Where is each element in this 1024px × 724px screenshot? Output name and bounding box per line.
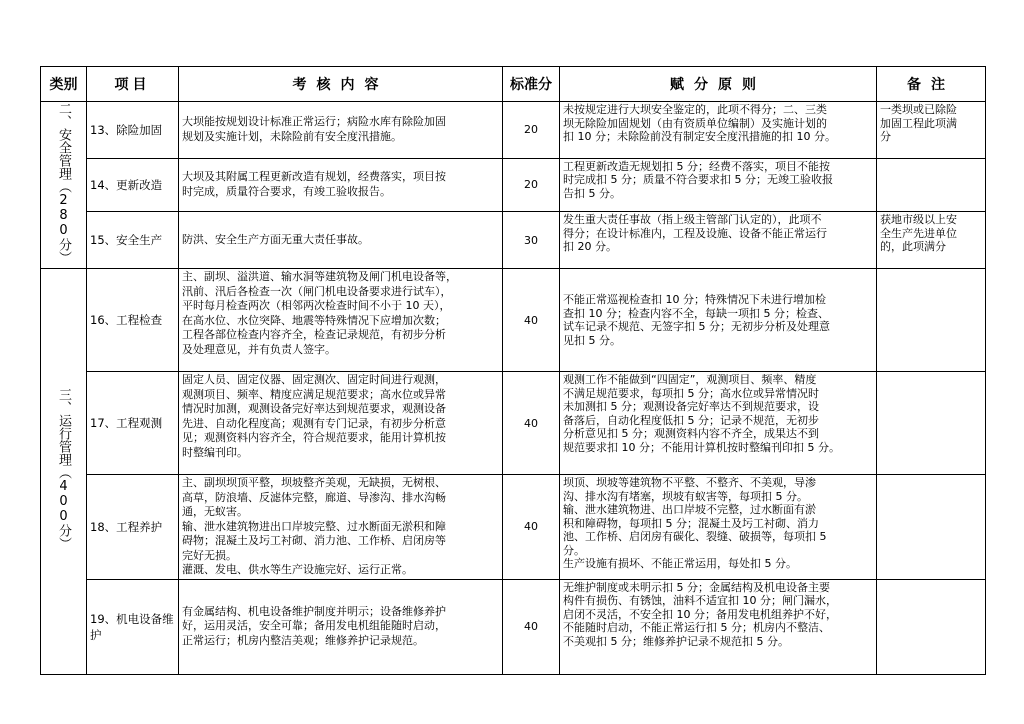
- content-cell: 有金属结构、机电设备维护制度并明示；设备维修养护 好，运用灵活，安全可靠；备用发电机组能随时启动， 正常运行；机房内整洁美观；维修养护记录规范。: [179, 579, 503, 674]
- header-item: 项目: [87, 67, 179, 102]
- principle-cell: 不能正常巡视检查扣 10 分；特殊情况下未进行增加检 查扣 10 分；检查内容不全，每缺一项扣 5 分；检查、 试车记录不规范、无签字扣 5 分；无初步分析及处理意 见扣 5 分。: [560, 269, 877, 372]
- remark-cell: 一类坝或已除险 加固工程此项满 分: [877, 102, 986, 159]
- content-cell: 大坝能按规划设计标准正常运行；病险水库有除险加固 规划及实施计划，未除险前有安全度汛措施。: [179, 102, 503, 159]
- remark-cell: [877, 579, 986, 674]
- header-score: 标准分: [503, 67, 560, 102]
- header-category: 类别: [41, 67, 87, 102]
- remark-cell: [877, 158, 986, 211]
- table-header-row: [41, 67, 986, 102]
- remark-cell: 获地市级以上安 全生产先进单位 的，此项满分: [877, 212, 986, 269]
- table-row: [41, 372, 986, 475]
- table-row: [41, 579, 986, 674]
- table-row: [41, 269, 986, 372]
- score-cell: 20: [503, 158, 560, 211]
- remark-cell: [877, 372, 986, 475]
- principle-cell: 发生重大责任事故（指上级主管部门认定的），此项不 得分；在设计标准内，工程及设施、设备不能正常运行 扣 20 分。: [560, 212, 877, 269]
- item-cell: 15、安全生产: [87, 212, 179, 269]
- assessment-table: [40, 66, 986, 675]
- table-row: [41, 102, 986, 159]
- category-label: 三、运行管理（400分）: [56, 388, 71, 551]
- item-cell: 16、工程检查: [87, 269, 179, 372]
- item-cell: 17、工程观测: [87, 372, 179, 475]
- item-cell: 14、更新改造: [87, 158, 179, 211]
- content-cell: 主、副坝坝顶平整，坝坡整齐美观，无缺损，无树根、 高草，防浪墙、反滤体完整，廊道、导渗沟、排水沟畅 通，无蚁害。 输、泄水建筑物进出口岸坡完整、过水断面无淤积和障 碍物；混凝土及圬工衬砌、消力池、工作桥、启闭房等 完好无损。 灌溉、发电、供水等生产设施完好、运行正常。: [179, 475, 503, 580]
- item-cell: 18、工程养护: [87, 475, 179, 580]
- category-label: 二、安全管理（280分）: [56, 102, 71, 264]
- principle-cell: 无维护制度或未明示扣 5 分；金属结构及机电设备主要 构件有损伤、有锈蚀，油料不适宜扣 10 分；闸门漏水， 启闭不灵活，不安全扣 10 分；备用发电机组养护不好， 不能随时启动，不能正常运行扣 5 分；机房内不整洁、 不美观扣 5 分；维修养护记录不规范扣 5 分。: [560, 579, 877, 674]
- remark-cell: [877, 269, 986, 372]
- category-cell: [41, 102, 87, 269]
- score-cell: 40: [503, 579, 560, 674]
- table-row: [41, 475, 986, 580]
- content-cell: 大坝及其附属工程更新改造有规划，经费落实，项目按 时完成，质量符合要求，有竣工验收报告。: [179, 158, 503, 211]
- content-cell: 防洪、安全生产方面无重大责任事故。: [179, 212, 503, 269]
- header-content: 考核内容: [179, 67, 503, 102]
- content-cell: 固定人员、固定仪器、固定测次、固定时间进行观测， 观测项目、频率、精度应满足规范要求；高水位或异常 情况时加测，观测设备完好率达到规范要求，观测设备 先进、自动化程度高；观测有专门记录，有初步分析意 见；观测资料内容齐全，符合规范要求，能用计算机按 时整编刊印。: [179, 372, 503, 475]
- score-cell: 40: [503, 372, 560, 475]
- header-principle: 赋分原则: [560, 67, 877, 102]
- table-row: [41, 212, 986, 269]
- item-cell: 19、机电设备维护: [87, 579, 179, 674]
- remark-cell: [877, 475, 986, 580]
- content-cell: 主、副坝、溢洪道、输水洞等建筑物及闸门机电设备等， 汛前、汛后各检查一次（闸门机电设备要求进行试车）， 平时每月检查两次（相邻两次检查时间不小于 10 天）， 在高水位、水位突降、地震等特殊情况下应增加次数； 工程各部位检查内容齐全，检查记录规范，有初步分析 及处理意见，并有负责人签字。: [179, 269, 503, 372]
- table-row: [41, 158, 986, 211]
- score-cell: 30: [503, 212, 560, 269]
- category-cell: [41, 269, 87, 675]
- score-cell: 40: [503, 269, 560, 372]
- header-remark: 备注: [877, 67, 986, 102]
- principle-cell: 观测工作不能做到“四固定”，观测项目、频率、精度 不满足规范要求，每项扣 5 分；高水位或异常情况时 未加测扣 5 分；观测设备完好率达不到规范要求，设 备落后，自动化程度低扣 5 分；记录不规范，无初步 分析意见扣 5 分；观测资料内容不齐全，成果达不到 规范要求扣 10 分；不能用计算机按时整编刊印扣 5 分。: [560, 372, 877, 475]
- principle-cell: 未按规定进行大坝安全鉴定的，此项不得分；二、三类 坝无除险加固规划（由有资质单位编制）及实施计划的 扣 10 分；未除险前没有制定安全度汛措施的扣 10 分。: [560, 102, 877, 159]
- principle-cell: 坝顶、坝坡等建筑物不平整、不整齐、不美观，导渗 沟、排水沟有堵塞，坝坡有蚁害等，每项扣 5 分。 输、泄水建筑物进、出口岸坡不完整，过水断面有淤 积和障碍物，每项扣 5 分；混凝土及圬工衬砌、消力 池、工作桥、启闭房有碳化、裂缝、破损等，每项扣 5 分。 生产设施有损坏、不能正常运用，每处扣 5 分。: [560, 475, 877, 580]
- score-cell: 20: [503, 102, 560, 159]
- item-cell: 13、除险加固: [87, 102, 179, 159]
- principle-cell: 工程更新改造无规划扣 5 分；经费不落实，项目不能按 时完成扣 5 分；质量不符合要求扣 5 分；无竣工验收报 告扣 5 分。: [560, 158, 877, 211]
- score-cell: 40: [503, 475, 560, 580]
